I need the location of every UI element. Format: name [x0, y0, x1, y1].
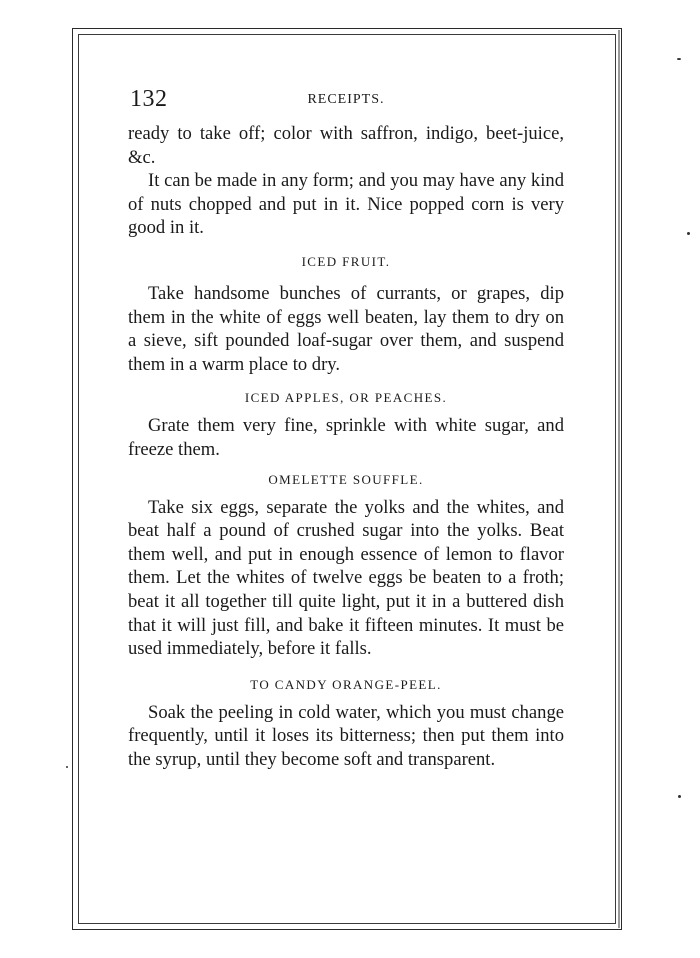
running-title: RECEIPTS. [307, 92, 385, 107]
section-body-iced-fruit: Take handsome bunches of currants, or grapes, dip them in the white of eggs well beaten, lay them to dry on a sieve, sift pounded loaf-sugar over them, and suspend them in a warm place to dry. [128, 282, 564, 375]
section-body-candy-orange-peel: Soak the peeling in cold water, which you must change frequently, until it loses its bitterness; then put them into the syrup, until they become soft and transparent. [128, 701, 564, 770]
section-heading-candy-orange-peel: TO CANDY ORANGE-PEEL. [250, 676, 442, 692]
section-heading-iced-apples: ICED APPLES, OR PEACHES. [244, 390, 448, 406]
page-content [128, 86, 564, 771]
page-number: 132 [130, 86, 168, 112]
section-body-omelette-souffle: Take six eggs, separate the yolks and the whites, and beat half a pound of crushed sugar into the yolks. Beat them well, and put in enough essence of lemon to flavor them. Let the whites of twelve eggs be beaten to a froth; beat it all together till quite light, put it in a buttered dish that it will just fill, and bake it fifteen minutes. It must be used immediately, before it falls. [128, 496, 564, 660]
section-heading-iced-fruit: ICED FRUIT. [301, 253, 391, 269]
running-head [128, 86, 564, 116]
paragraph: It can be made in any form; and you may have any kind of nuts chopped and put in it. Nice popped corn is very good in it. [128, 170, 564, 239]
print-speck [677, 58, 681, 60]
section-heading-omelette-souffle: OMELETTE SOUFFLE. [268, 471, 424, 487]
print-speck [678, 795, 681, 798]
continuation-paragraph: ready to take off; color with saffron, indigo, beet-juice, &c. [128, 123, 564, 168]
page-border-edge [618, 30, 620, 928]
print-speck [687, 232, 690, 235]
section-body-iced-apples: Grate them very fine, sprinkle with white sugar, and freeze them. [128, 415, 564, 460]
print-speck [66, 766, 68, 768]
